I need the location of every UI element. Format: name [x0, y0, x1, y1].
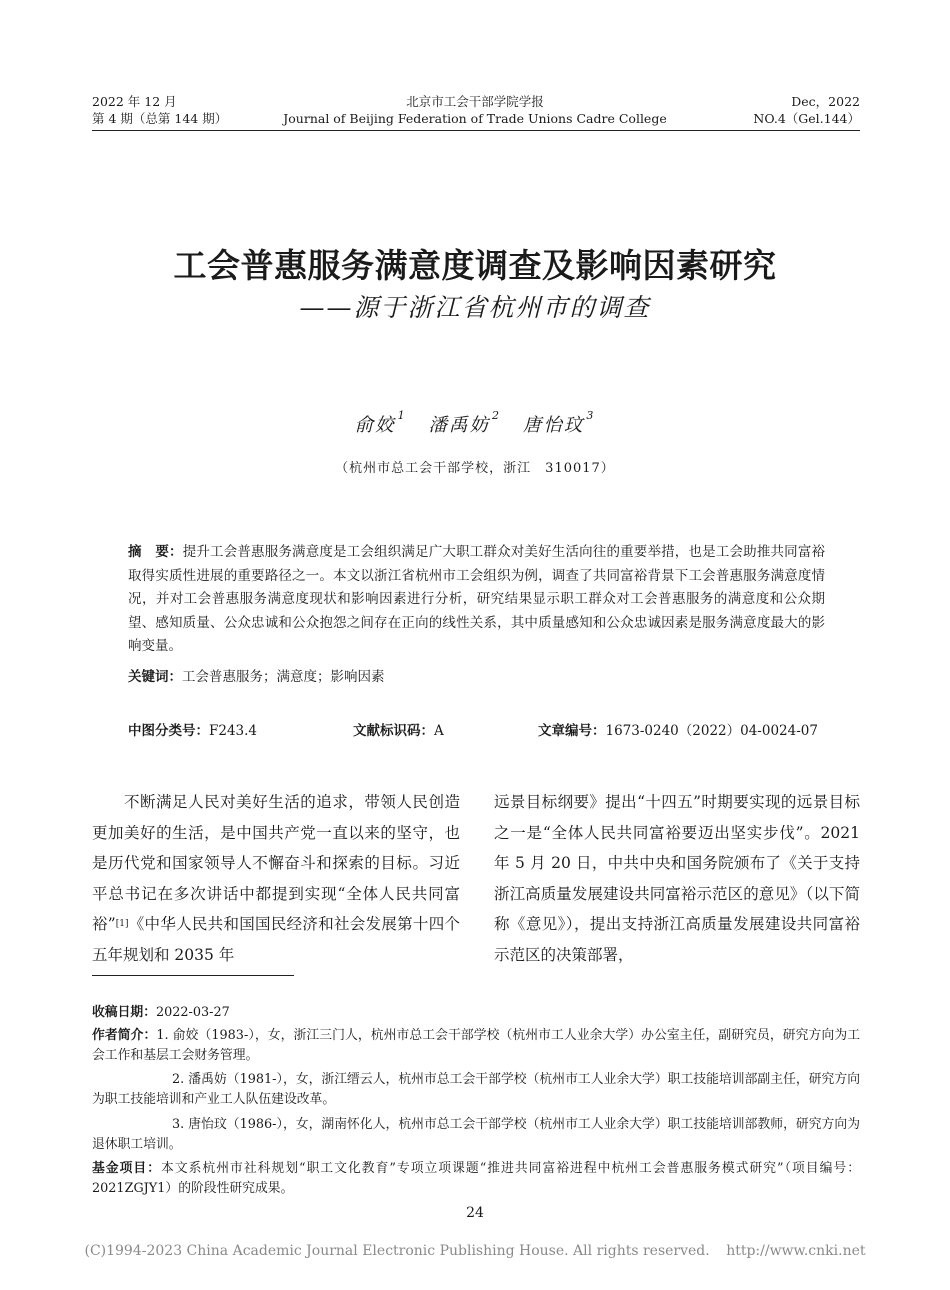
copyright-text: (C)1994-2023 China Academic Journal Electronic Publishing House. All rights reserved. [84, 1243, 710, 1259]
footnote-divider [92, 975, 294, 976]
author-bio-1 [92, 1026, 860, 1066]
body-paragraph-cont: 《中华人民共和国国民经济和社会发展第十四个五年规划和 2035 年 [92, 915, 460, 964]
body-column-left [92, 787, 460, 970]
author-list [60, 411, 890, 437]
author-bio-text: 1. 俞姣（1983-），女，浙江三门人，杭州市总工会干部学校（杭州市工人业余大学）办公室主任，副研究员，研究方向为工会工作和基层工会财务管理。 [92, 1028, 860, 1063]
clc-value: F243.4 [209, 723, 258, 739]
affiliation: （杭州市总工会干部学校，浙江 310017） [335, 461, 615, 476]
keywords-text: 工会普惠服务；满意度；影响因素 [182, 669, 385, 685]
header-date-en: Dec，2022 [791, 94, 860, 109]
author-affil-mark: 1 [397, 409, 407, 422]
copyright-footer [0, 1243, 950, 1259]
doc-code [353, 720, 444, 742]
clc-code [128, 720, 257, 742]
header-issue-info [92, 93, 242, 127]
received-value: 2022-03-27 [155, 1005, 230, 1020]
article-label: 文章编号： [538, 723, 606, 739]
abstract-label: 摘 要： [128, 544, 183, 560]
author-bio-text: 3. 唐怡玟（1986-），女，湖南怀化人，杭州市总工会干部学校（杭州市工人业余大学）职工技能培训部教师，研究方向为退休职工培训。 [92, 1117, 860, 1152]
received-date [92, 1003, 860, 1023]
header-divider [92, 130, 860, 131]
fund-info [92, 1159, 860, 1199]
author-bio-label: 作者简介： [92, 1028, 157, 1043]
fund-label: 基金项目： [92, 1161, 162, 1176]
author-bio-3 [92, 1115, 860, 1155]
header-journal-en: Journal of Beijing Federation of Trade Unions Cadre College [283, 111, 667, 126]
doc-value: A [434, 723, 444, 739]
citation-ref[interactable]: [1] [115, 919, 129, 929]
author-name: 潘禹妨 [428, 415, 490, 436]
header-number-en: NO.4（Gel.144） [753, 111, 860, 126]
author-name: 唐怡玟 [522, 415, 585, 436]
keywords [128, 666, 825, 688]
body-column-right: 远景目标纲要》提出“十四五”时期要实现的远景目标之一是“全体人民共同富裕要迈出坚实步伐”。2021 年 5 月 20 日，中共中央和国务院颁布了《关于支持浙江高质量发展建设共同富裕示范区的意见》（以下简称《意见》），提出支持浙江高质量发展建设共同富裕示范区的决策部署， [494, 793, 860, 964]
body-paragraph: 不断满足人民对美好生活的追求，带领人民创造更加美好的生活，是中国共产党一直以来的坚守，也是历代党和国家领导人不懈奋斗和探索的目标。习近平总书记在多次讲话中都提到实现“全体人民共同富裕” [92, 793, 460, 933]
abstract [128, 541, 825, 659]
abstract-text: 提升工会普惠服务满意度是工会组织满足广大职工群众对美好生活向往的重要举措，也是工会助推共同富裕取得实质性进展的重要路径之一。本文以浙江省杭州市工会组织为例，调查了共同富裕背景下工会普惠服务满意度情况，并对工会普惠服务满意度现状和影响因素进行分析，研究结果显示职工群众对工会普惠服务的满意度和公众期望、感知质量、公众忠诚和公众抱怨之间存在正向的线性关系，其中质量感知和公众忠诚因素是服务满意度最大的影响变量。 [128, 544, 826, 654]
doc-label: 文献标识码： [353, 723, 434, 739]
paper-title: 工会普惠服务满意度调查及影响因素研究 [173, 246, 777, 285]
header-journal [250, 93, 700, 127]
fund-text: 本文系杭州市社科规划“职工文化教育”专项立项课题“推进共同富裕进程中杭州工会普惠服务模式研究”（项目编号：2021ZGJY1）的阶段性研究成果。 [92, 1161, 861, 1196]
header-issue-en [700, 93, 860, 127]
keywords-label: 关键词： [128, 669, 182, 685]
author-name: 俞姣 [354, 415, 396, 436]
header-issue: 第 4 期（总第 144 期） [92, 111, 228, 126]
header-journal-cn: 北京市工会干部学院学报 [406, 94, 544, 109]
author-bio-2 [92, 1070, 860, 1110]
author-affil-mark: 2 [492, 409, 501, 422]
page-number: 24 [466, 1205, 484, 1221]
author-affil-mark: 3 [586, 409, 596, 422]
header-date: 2022 年 12 月 [92, 94, 177, 109]
received-label: 收稿日期： [92, 1005, 156, 1020]
clc-label: 中图分类号： [128, 723, 209, 739]
author-bio-text: 2. 潘禹妨（1981-），女，浙江缙云人，杭州市总工会干部学校（杭州市工人业余大学）职工技能培训部副主任，研究方向为职工技能培训和产业工人队伍建设改革。 [92, 1072, 860, 1107]
cnki-link[interactable]: http://www.cnki.net [726, 1243, 866, 1259]
article-value: 1673-0240（2022）04-0024-07 [605, 723, 818, 739]
article-number [538, 720, 818, 742]
paper-subtitle: ——源于浙江省杭州市的调查 [299, 293, 651, 322]
